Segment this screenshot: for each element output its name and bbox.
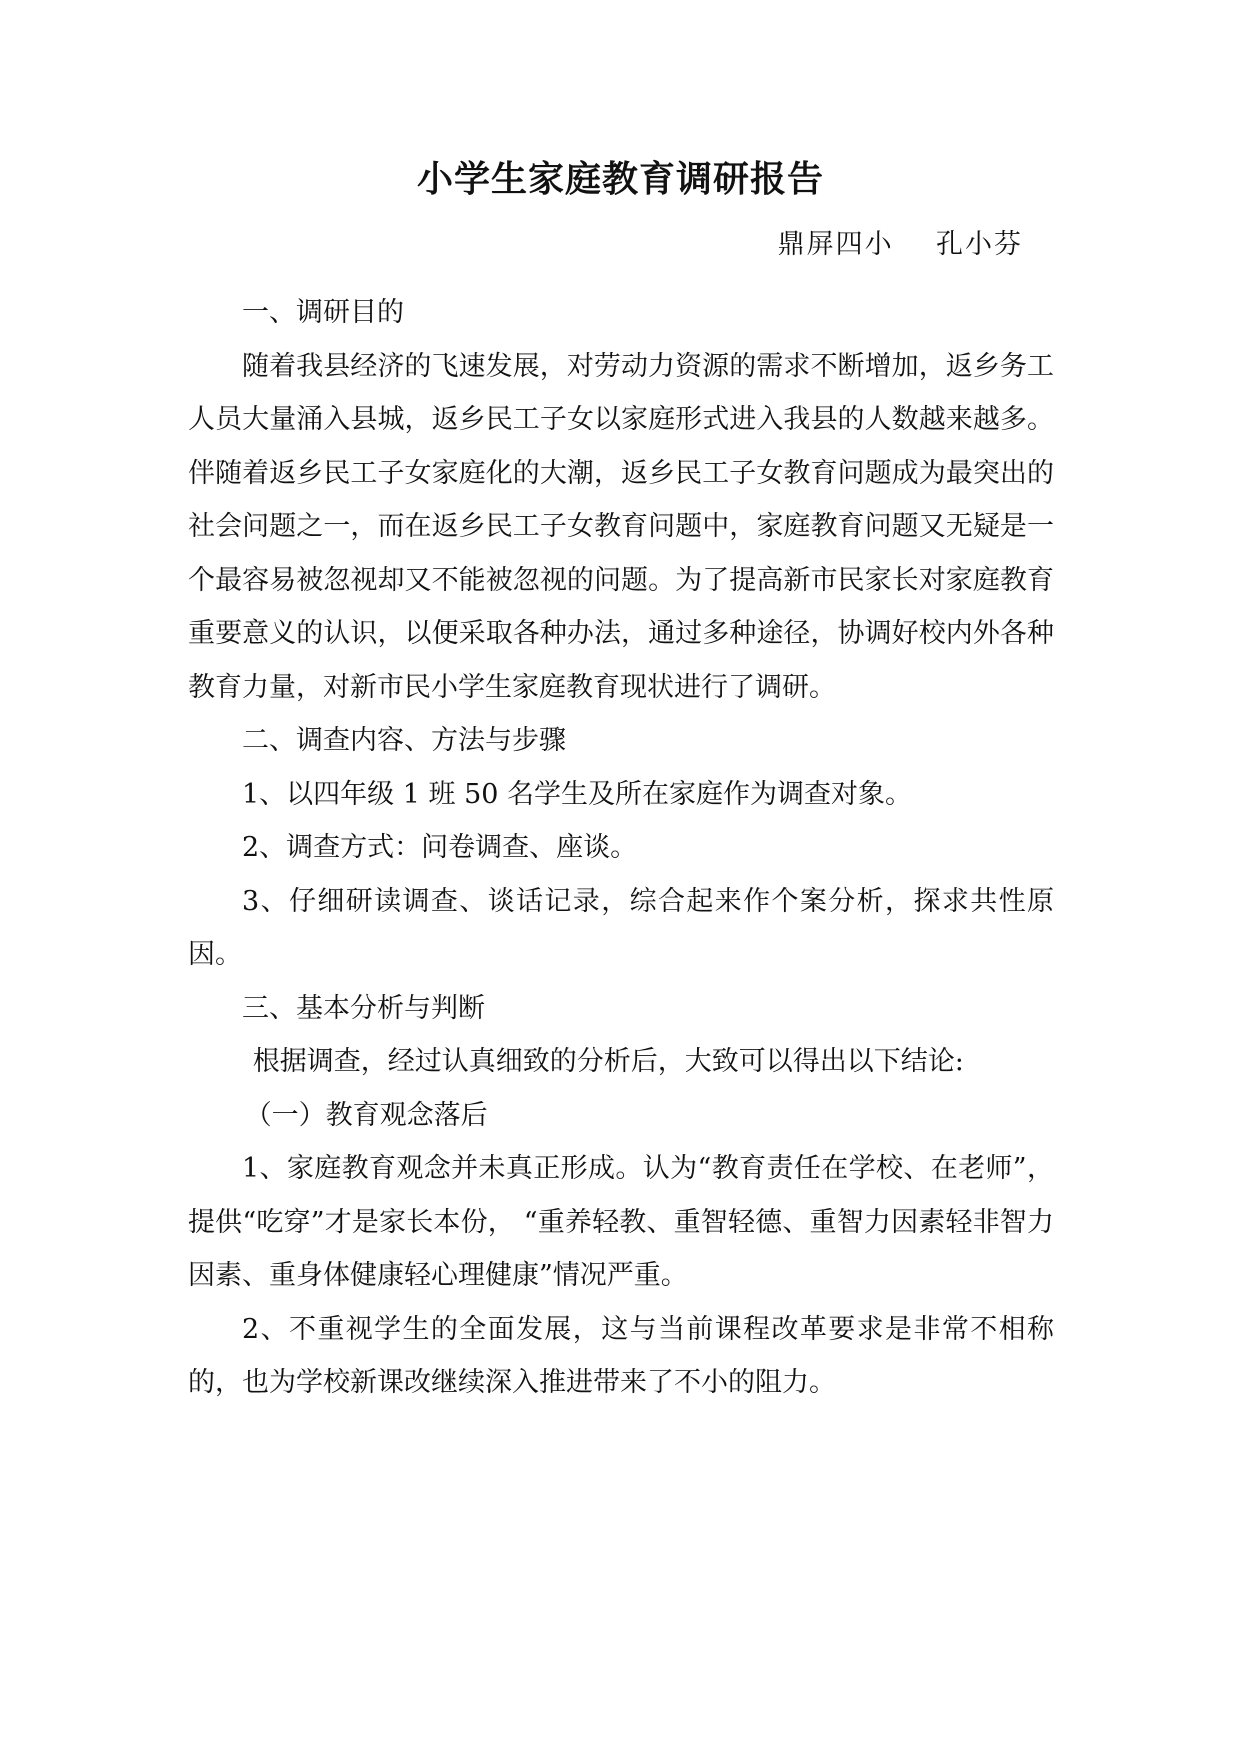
- list-item-method-3: 3、仔细研读调查、谈话记录，综合起来作个案分析，探求共性原因。: [188, 885, 1054, 970]
- list-item-analysis-2: 2、不重视学生的全面发展，这与当前课程改革要求是非常不相称的，也为学校新课改继续深入推进带来了不小的阻力。: [188, 1313, 1054, 1398]
- document-body: [188, 286, 1054, 1410]
- section-heading-purpose: 一、调研目的: [242, 297, 404, 328]
- paragraph-conclusion-intro: 根据调查，经过认真细致的分析后，大致可以得出以下结论:: [252, 1046, 964, 1077]
- subsection-heading-concepts: （一）教育观念落后: [244, 1099, 488, 1131]
- list-item-method-1: 1、以四年级 1 班 50 名学生及所在家庭作为调查对象。: [242, 778, 913, 810]
- list-item-method-2: 2、调查方式：问卷调查、座谈。: [242, 832, 638, 863]
- paragraph-purpose: 随着我县经济的飞速发展，对劳动力资源的需求不断增加，返乡务工人员大量涌入县城，返乡民工子女以家庭形式进入我县的人数越来越多。伴随着返乡民工子女家庭化的大潮，返乡民工子女教育问题成为最突出的社会问题之一，而在返乡民工子女教育问题中，家庭教育问题又无疑是一个最容易被忽视却又不能被忽视的问题。为了提高新市民家长对家庭教育重要意义的认识，以便采取各种办法，通过多种途径，协调好校内外各种教育力量，对新市民小学生家庭教育现状进行了调研。: [188, 350, 1054, 703]
- document-author: 鼎屏四小 孔小芬: [777, 229, 1023, 260]
- section-heading-methods: 二、调查内容、方法与步骤: [242, 725, 566, 756]
- section-heading-analysis: 三、基本分析与判断: [242, 992, 485, 1024]
- list-item-analysis-1: 1、家庭教育观念并未真正形成。认为“教育责任在学校、在老师”，提供“吃穿”才是家长本份， “重养轻教、重智轻德、重智力因素轻非智力因素、重身体健康轻心理健康”情况严重。: [188, 1153, 1054, 1291]
- document-title: 小学生家庭教育调研报告: [416, 159, 824, 200]
